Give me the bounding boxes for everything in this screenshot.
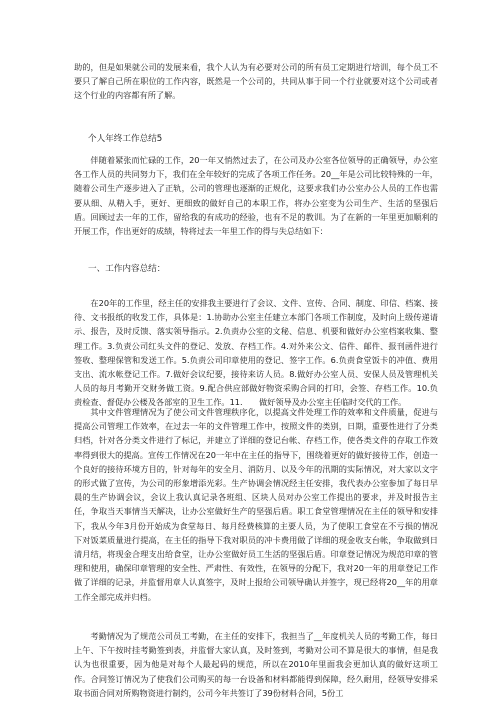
documents-paragraph: 其中文件管理情况为了使公司文件管理秩序化，以提高文件处理工作的效率和文件质量，促进与提高公司管理工作效率，在过去一年的文件管理工作中，按照文件的类别，日期，重要性进行了分类归档，针对各分类文件进行了标记，并建立了详细的登记台帐、存档工作，使各类文件的存取工作效率得到很大的提高。宣传工作情况在20一年中在主任的指导下，围绕着更好的做好接待工作，创造一个良好的接待环境方目的，针对每年的安全月、消防月、以及今年的汛期的实际情况，对大家以文字的形式做了宣传，为公司的形象增添光彩。生产协调会情况经主任安排，我代表办公室参加了每日早晨的生产协调会议，会议上我认真记录各班组、区块人员对办公室工作提出的要求，并及时报告主任，争取当天事情当天解决，让办公室做好生产的坚强后盾。职工食堂管理情况在主任的领导和安排下，我从今年3月份开始成为食堂每日、每月经费核算的主要人员，为了使职工食堂在不亏损的情况下对饭菜质量进行提高，在主任的指导下我对职员的冲卡费用做了详细的现金收支台帐，争取做到日清月结，将现金合理支出给食堂，让办公室做好员工生活的坚强后盾。印章登记情况为规范印章的管理和使用，确保印章管理的安全性、严肃性、有效性，在领导的分配下，我对20一年的用章登记工作做了详细的记录，并监督用章人认真签字，及时上报给公司领导确认并签字，现已经将20__年的用章工作全部完成并归档。	[74, 407, 438, 602]
intro-paragraph: 助的，但是如果就公司的发展来看，我个人认为有必要对公司的所有员工定期进行培训，每个员工不要只了解自己所在职位的工作内容，既然是一个公司的，共同从事于同一个行业就要对这个公司或者这个行业的内容都有所了解。	[74, 62, 438, 101]
section-heading: 一、工作内容总结：	[88, 264, 166, 274]
tasks-paragraph: 在20年的工作里，经主任的安排我主要进行了会议、文件、宣传、合同、制度、印信、档案、接待、文书报纸的收发工作，具体是：1.协助办公室主任建立本部门各项工作制度，及时向上级传递请示、报告，及时反馈、落实领导指示。2.负责办公室的文秘、信息、机要和做好办公室档案收集、整理工作。3.负责公司红头文件的登记、发放、存档工作。4.对外来公文、信件、邮件、报刊函件进行签收、整理保管和发送工作。5.负责公司印章使用的登记、签字工作。6.负责食堂饭卡的冲值、费用支出、流水帐登记工作。7.做好会议纪要，接待来访人员。8.做好办公室人员、安保人员及管理机关人员的每月考勤开交财务做工资。9.配合供应部做好物资采购合同的打印，会签、存档工作。10.负责检查、督促办公楼及各部室的卫生工作。11. 做好领导及办公室主任临时交代的工作。	[74, 298, 438, 408]
document-title: 个人年终工作总结5	[88, 134, 163, 144]
opening-paragraph: 伴随着紧张而忙碌的工作，20一年又悄然过去了，在公司及办公室各位领导的正确领导，办公室各工作人员的共同努力下，我们在全年较好的完成了各项工作任务。20__年是公司比较特殊的一年，随着公司生产逐步进入了正轨，公司的管理也逐渐的正规化，这要求我们办公室办公人员的工作也需要从细、从精入手，更好、更细致的做好自己的本职工作，将办公室变为公司生产、生活的坚强后盾。回顾过去一年的工作，留给我的有成功的经验，也有不足的教训。为了在新的一年里更加顺利的开展工作，作出更好的成绩，特将过去一年里工作的得与失总结如下：	[74, 155, 438, 237]
attendance-paragraph: 考勤情况为了规范公司员工考勤，在主任的安排下，我担当了__年度机关人员的考勤工作，每日上午、下午按时挂考勤签到表，并监督大家认真，及时签到，考勤对公司不算是很大的事情，但是我认为也很重要，因为他是对每个人最起码的规范，所以在2010年里面我会更加认真的做好这项工作。合同签订情况为了使我们公司购买的每一台设备和材料都能得到保障，经久耐用，经领导安排采取书面合同对所购物资进行制约，公司今年共签订了39份材料合同，5份工	[74, 631, 438, 698]
